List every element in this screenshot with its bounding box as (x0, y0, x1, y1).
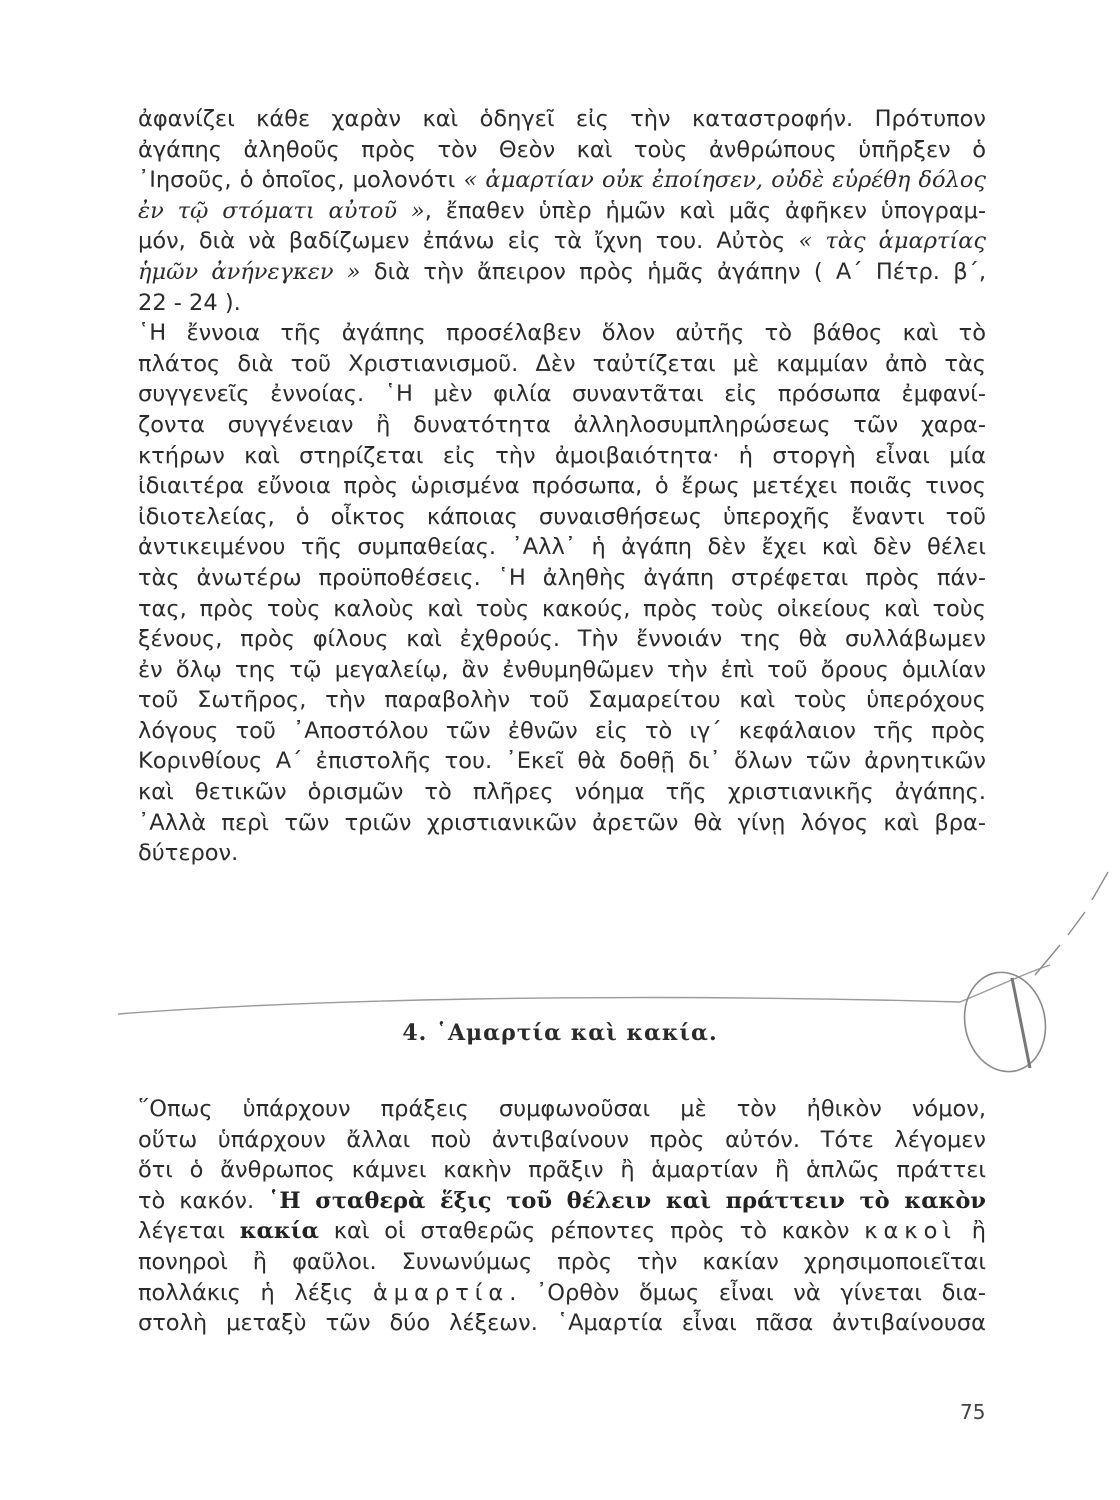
text-run: πολλάκις ἡ λέξις (138, 1279, 373, 1306)
text-run: μόν, διὰ νὰ βαδίζωμεν ἐπάνω εἰς τὰ ἴχνη του. Αὐτὸς (138, 228, 799, 255)
text-run: οὕτω ὑπάρχουν ἄλλαι ποὺ ἀντιβαίνουν πρὸς αὐτόν. Τότε λέγομεν (138, 1126, 986, 1153)
text-line (138, 1247, 986, 1278)
text-run: στολὴ μεταξὺ τῶν δύο λέξεων. ῾Αμαρτία εἶναι πᾶσα ἀντιβαίνουσα (138, 1310, 986, 1337)
text-run: λόγους τοῦ ᾿Αποστόλου τῶν ἐθνῶν εἰς τὸ ιγ΄ κεφάλαιον τῆς πρὸς (138, 717, 986, 744)
text-run: , ἔπαθεν ὑπὲρ ἡμῶν καὶ μᾶς ἀφῆκεν ὑπογραμ- (424, 197, 986, 224)
text-run: 22 - 24 ). (138, 289, 241, 316)
text-run: καὶ οἱ σταθερῶς ρέποντες πρὸς τὸ κακὸν (318, 1218, 865, 1245)
text-run: διὰ τὴν ἄπειρον πρὸς ἡμᾶς ἀγάπην ( Α΄ Πέτρ. β΄, (360, 258, 986, 285)
pencil-underline (118, 998, 960, 1014)
text-run: . ᾿Ορθὸν ὅμως εἶναι νὰ γίνεται δια- (509, 1279, 986, 1306)
text-run: τὰς ἀνωτέρω προϋποθέσεις. ῾Η ἀληθὴς ἀγάπη στρέφεται πρὸς πάν- (138, 564, 986, 591)
text-run: τοῦ Σωτῆρος, τὴν παραβολὴν τοῦ Σαμαρείτου καὶ τοὺς ὑπερόχους (138, 687, 986, 714)
text-line (138, 1186, 986, 1217)
text-run: ἢ (956, 1218, 986, 1245)
text-spaced: κακοὶ (864, 1218, 957, 1245)
text-run: ἀφανίζει κάθε χαρὰν καὶ ὁδηγεῖ εἰς τὴν καταστροφήν. Πρότυπον (138, 106, 986, 132)
text-run: ὅτι ὁ ἄνθρωπος κάμνει κακὴν πρᾶξιν ἢ ἁμαρτίαν ἢ ἁπλῶς πράττει (138, 1157, 986, 1184)
text-line (138, 1216, 986, 1247)
text-line (138, 1308, 986, 1339)
section-heading (0, 1020, 1120, 1046)
section-heading-text: 4. ῾Αμαρτία καὶ κακία. (402, 1020, 718, 1046)
page-number: 75 (960, 1400, 986, 1424)
text-run: κτήρων καὶ στηρίζεται εἰς τὴν ἀμοιβαιότητα· ἡ στοργὴ εἶναι μία (138, 442, 986, 469)
text-run: ῞Οπως ὑπάρχουν πράξεις συμφωνοῦσαι μὲ τὸν ἠθικὸν νόμον, (138, 1096, 986, 1122)
text-run: πλάτος διὰ τοῦ Χριστιανισμοῦ. Δὲν ταὐτίζεται μὲ καμμίαν ἀπὸ τὰς (138, 350, 986, 377)
pencil-dashes (1035, 872, 1108, 975)
text-run: λέγεται (138, 1218, 240, 1245)
text-it: ἡμῶν ἀνήνεγκεν » (138, 258, 361, 285)
text-line (138, 1125, 986, 1156)
text-line (138, 1155, 986, 1186)
text-run: Κορινθίους Α΄ ἐπιστολῆς του. ᾿Εκεῖ θὰ δοθῇ δι᾿ ὅλων τῶν ἀρνητικῶν (138, 748, 986, 775)
text-run: τας, πρὸς τοὺς καλοὺς καὶ τοὺς κακούς, πρὸς τοὺς οἰκείους καὶ τοὺς (138, 595, 986, 622)
text-run: τὸ κακόν. (138, 1187, 269, 1214)
text-run: ἰδιοτελείας, ὁ οἶκτος κάποιας συναισθήσεως ὑπεροχῆς ἔναντι τοῦ (138, 503, 986, 530)
text-run: ᾿Αλλὰ περὶ τῶν τριῶν χριστιανικῶν ἀρετῶν θὰ γίνῃ λόγος καὶ βρα- (138, 809, 986, 836)
text-bold: ῾Η σταθερὰ ἕξις τοῦ θέλειν καὶ πράττειν τὸ κακὸν (268, 1187, 986, 1214)
text-run: ξένους, πρὸς φίλους καὶ ἐχθρούς. Τὴν ἔννοιάν της θὰ συλλάβωμεν (138, 626, 986, 653)
text-run: συγγενεῖς ἐννοίας. ῾Η μὲν φιλία συναντᾶται εἰς πρόσωπα ἐμφανί- (138, 381, 986, 408)
pencil-curve (960, 965, 1050, 1002)
text-line (138, 1094, 986, 1125)
text-line (138, 1278, 986, 1309)
text-it: « τὰς ἁμαρτίας (798, 228, 986, 255)
text-it: ἐν τῷ στόματι αὐτοῦ » (138, 197, 425, 224)
text-run: καὶ θετικῶν ὁρισμῶν τὸ πλῆρες νόημα τῆς χριστιανικῆς ἀγάπης. (138, 779, 986, 806)
text-run: ἀντικειμένου τῆς συμπαθείας. ᾿Αλλ᾿ ἡ ἀγάπη δὲν ἔχει καὶ δὲν θέλει (138, 534, 986, 561)
text-run: ζοντα συγγένειαν ἢ δυνατότητα ἀλληλοσυμπληρώσεως τῶν χαρα- (138, 411, 986, 438)
text-run: ἀγάπης ἀληθοῦς πρὸς τὸν Θεὸν καὶ τοὺς ἀνθρώπους ὑπῆρξεν ὁ (138, 136, 986, 163)
body-text-lower (138, 1094, 986, 1339)
text-bold: κακία (239, 1218, 319, 1245)
text-run: ᾿Ιησοῦς, ὁ ὁποῖος, μολονότι (138, 167, 464, 194)
text-it: « ἁμαρτίαν οὐκ ἐποίησεν, οὐδὲ εὑρέθη δόλος (463, 167, 986, 194)
text-run: ἐν ὅλῳ της τῷ μεγαλείῳ, ἂν ἐνθυμηθῶμεν τὴν ἐπὶ τοῦ ὄρους ὁμιλίαν (138, 656, 986, 683)
text-run: ἰδιαιτέρα εὔνοια πρὸς ὡρισμένα πρόσωπα, ὁ ἔρως μετέχει ποιᾶς τινος (138, 473, 986, 500)
text-run: ῾Η ἔννοια τῆς ἀγάπης προσέλαβεν ὅλον αὐτῆς τὸ βάθος καὶ τὸ (138, 320, 986, 347)
text-spaced: ἁμαρτία (372, 1279, 510, 1306)
text-run: δύτερον. (138, 840, 239, 867)
text-run: πονηροὶ ἢ φαῦλοι. Συνωνύμως πρὸς τὴν κακίαν χρησιμοποιεῖται (138, 1248, 986, 1275)
